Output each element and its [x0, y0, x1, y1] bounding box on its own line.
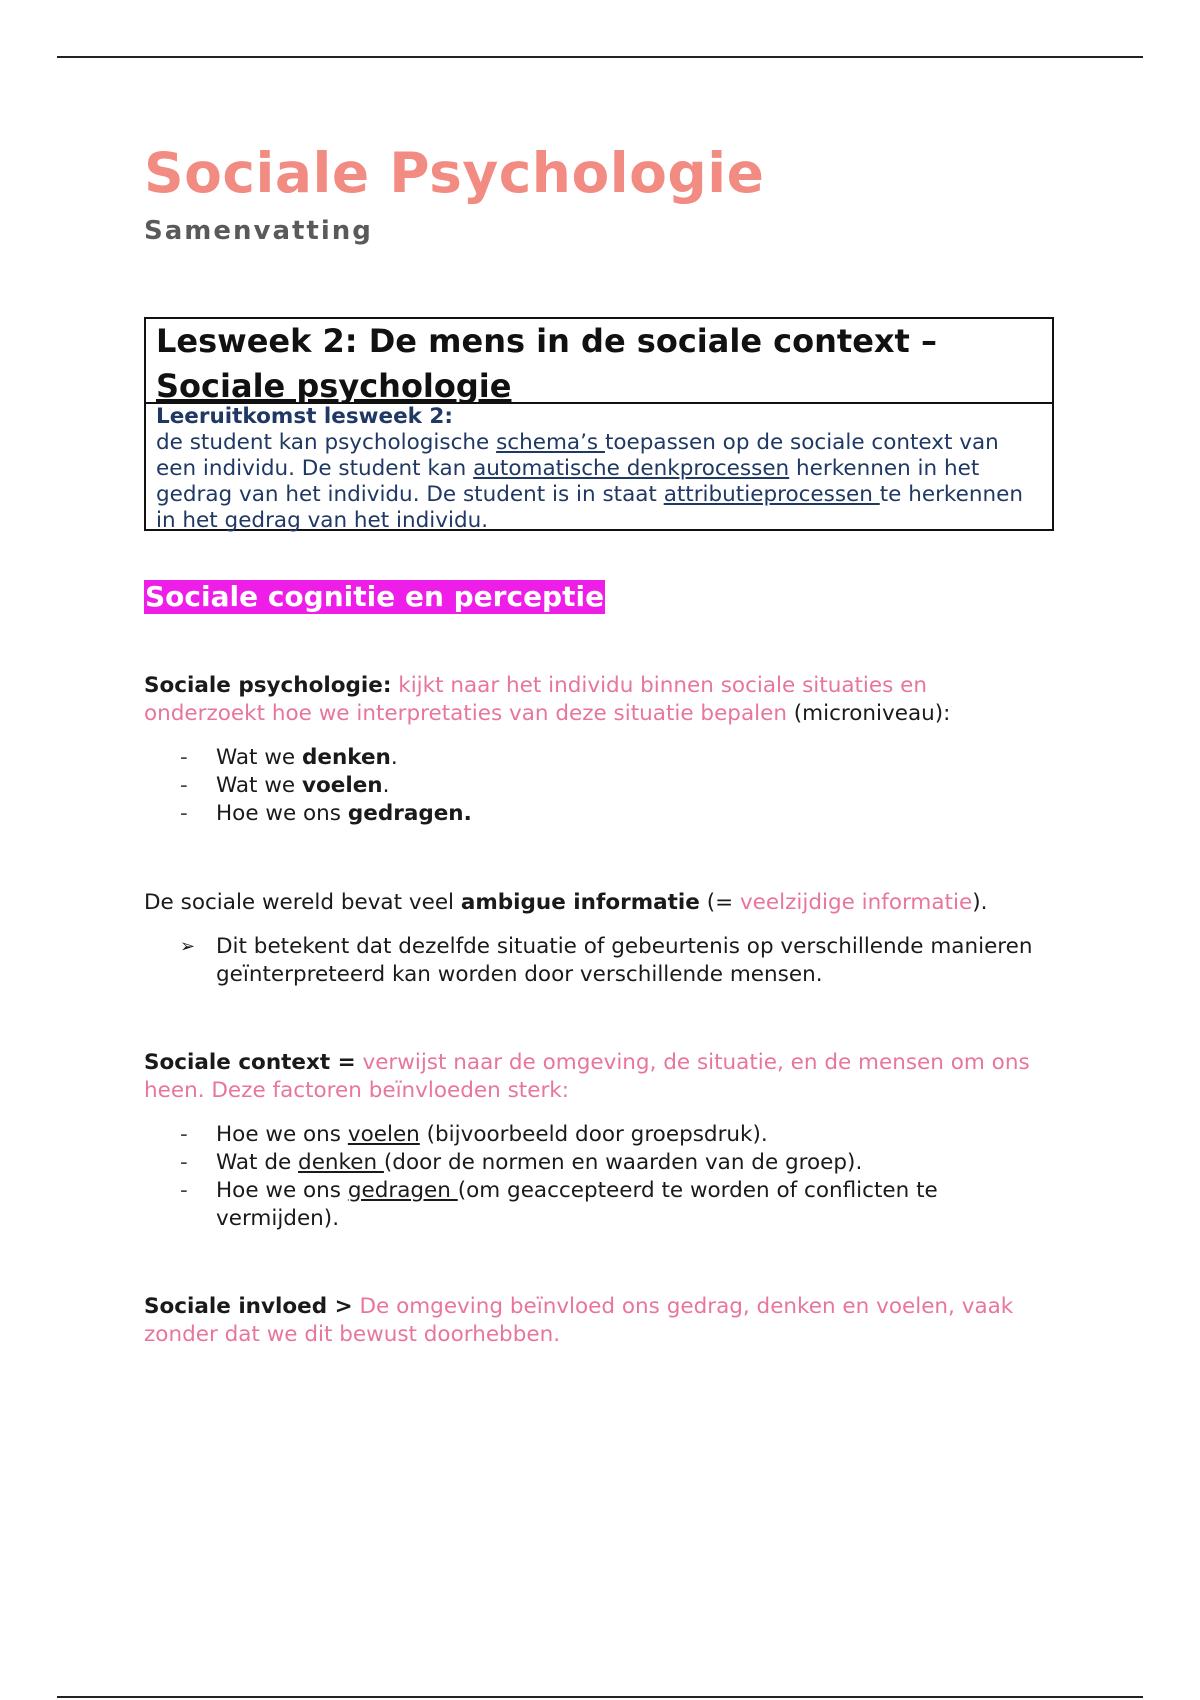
sociale-invloed-definition [144, 1293, 1054, 1349]
sociale-psychologie-list [144, 744, 1054, 828]
definition-paragraph [144, 672, 1054, 728]
list-item [144, 1177, 1054, 1233]
lesweek-box [144, 317, 1054, 531]
item-underline: gedragen [347, 1178, 458, 1203]
leeruitkomst-part: de student kan psychologische [156, 430, 497, 455]
dash-marker: - [180, 801, 188, 826]
ambigue-text: De sociale wereld bevat veel [144, 890, 461, 915]
sociale-context-list [144, 1121, 1054, 1233]
leeruitkomst-part: te herkennen in het gedrag van het individu. [156, 482, 1023, 533]
term-sociale-context: Sociale context = [144, 1050, 356, 1075]
arrow-list-item [144, 933, 1054, 989]
sociale-psychologie-definition [144, 672, 1054, 828]
definition-text: kijkt naar het individu binnen sociale situaties en onderzoekt hoe we interpretaties van deze situatie bepalen [144, 673, 928, 726]
list-item [144, 1149, 1054, 1177]
lesweek-heading-line1: Lesweek 2: De mens in de sociale context – [156, 322, 937, 360]
term-schemas: schema’s [496, 430, 605, 455]
item-suffix: . [390, 745, 398, 770]
definition-paragraph [144, 1049, 1054, 1105]
dash-marker: - [180, 745, 188, 770]
item-text: Hoe we ons [216, 1178, 348, 1203]
item-bold: denken [301, 745, 391, 770]
term-sociale-psychologie: Sociale psychologie: [144, 673, 392, 698]
ambigue-text: ). [972, 890, 988, 915]
list-item [144, 800, 1054, 828]
term-automatische-denkprocessen: automatische denkprocessen [473, 456, 790, 481]
list-item [144, 744, 1054, 772]
term-sociale-invloed: Sociale invloed > [144, 1294, 353, 1319]
item-text: Wat we [216, 773, 302, 798]
item-text: Hoe we ons [216, 801, 348, 826]
dash-marker: - [180, 1150, 188, 1175]
leeruitkomst-label: Leeruitkomst lesweek 2: [156, 404, 453, 429]
item-underline: denken [298, 1150, 384, 1175]
lesweek-heading [146, 319, 1052, 404]
item-suffix: (door de normen en waarden van de groep). [383, 1150, 863, 1175]
item-suffix: (om geaccepteerd te worden of conflicten te vermijden). [216, 1178, 938, 1231]
document-subtitle: Samenvatting [144, 216, 373, 246]
document-title: Sociale Psychologie [144, 141, 765, 205]
term-ambigue-informatie: ambigue informatie [460, 890, 700, 915]
section-heading: Sociale cognitie en perceptie [145, 580, 605, 613]
ambigue-informatie [144, 889, 1054, 989]
dash-marker: - [180, 1178, 188, 1203]
leeruitkomst-part: toepassen op de sociale context van een individu. De student kan [156, 430, 999, 481]
dash-marker: - [180, 1122, 188, 1147]
item-suffix: (bijvoorbeeld door groepsdruk). [419, 1122, 768, 1147]
item-bold: gedragen. [347, 801, 472, 826]
list-item [144, 772, 1054, 800]
ambigue-text: (= [699, 890, 740, 915]
item-text: Wat we [216, 745, 302, 770]
ambigue-paragraph [144, 889, 1054, 917]
item-underline: voelen [347, 1122, 420, 1147]
lesweek-heading-line2: Sociale psychologie [156, 367, 512, 405]
dash-marker: - [180, 773, 188, 798]
item-text: Hoe we ons [216, 1122, 348, 1147]
bottom-rule [57, 1696, 1143, 1698]
definition-text: De omgeving beïnvloed ons gedrag, denken en voelen, vaak zonder dat we dit bewust doorhebben. [144, 1294, 1014, 1347]
item-bold: voelen [301, 773, 383, 798]
term-attributieprocessen: attributieprocessen [663, 482, 880, 507]
arrow-bullet-icon: ➢ [180, 936, 196, 957]
item-text: Wat de [216, 1150, 299, 1175]
top-rule [57, 56, 1143, 58]
sociale-context-definition [144, 1049, 1054, 1233]
item-suffix: . [382, 773, 390, 798]
leeruitkomst-part: herkennen in het gedrag van het individu. De student is in staat [156, 456, 980, 507]
term-veelzijdige-informatie: veelzijdige informatie [739, 890, 973, 915]
leeruitkomst-text [146, 404, 1052, 534]
arrow-item-text: Dit betekent dat dezelfde situatie of gebeurtenis op verschillende manieren geïnterpreteerd kan worden door verschillende mensen. [216, 934, 1033, 987]
list-item [144, 1121, 1054, 1149]
definition-suffix: (microniveau): [786, 701, 951, 726]
definition-text: verwijst naar de omgeving, de situatie, en de mensen om ons heen. Deze factoren beïnvloeden sterk: [144, 1050, 1030, 1103]
